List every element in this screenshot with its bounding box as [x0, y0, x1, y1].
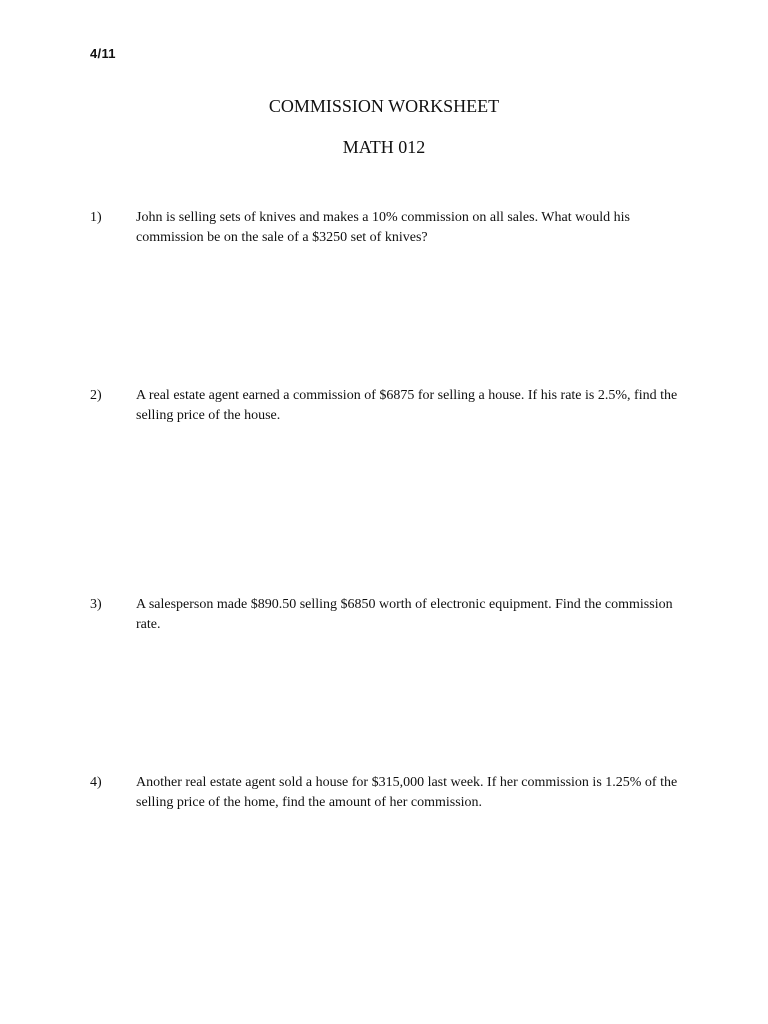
question-text: A salesperson made $890.50 selling $6850 worth of electronic equipment. Find the commission rate.: [136, 597, 673, 632]
worksheet-title: COMMISSION WORKSHEET: [268, 96, 500, 116]
question-1: [90, 208, 690, 248]
worksheet-date: 4/11: [90, 46, 116, 61]
question-2: [90, 386, 690, 426]
course-code: MATH 012: [342, 137, 426, 157]
question-4: [90, 773, 690, 813]
question-text: Another real estate agent sold a house for $315,000 last week. If her commission is 1.25% of the selling price of the home, find the amount of her commission.: [136, 775, 678, 810]
question-3: [90, 595, 690, 635]
question-number: 3): [90, 597, 102, 612]
question-number: 4): [90, 775, 102, 790]
question-text: A real estate agent earned a commission of $6875 for selling a house. If his rate is 2.5%, find the selling price of the house.: [136, 388, 678, 423]
question-number: 1): [90, 210, 102, 225]
question-text: John is selling sets of knives and makes a 10% commission on all sales. What would his commission be on the sale of a $3250 set of knives?: [136, 210, 630, 245]
question-number: 2): [90, 388, 102, 403]
